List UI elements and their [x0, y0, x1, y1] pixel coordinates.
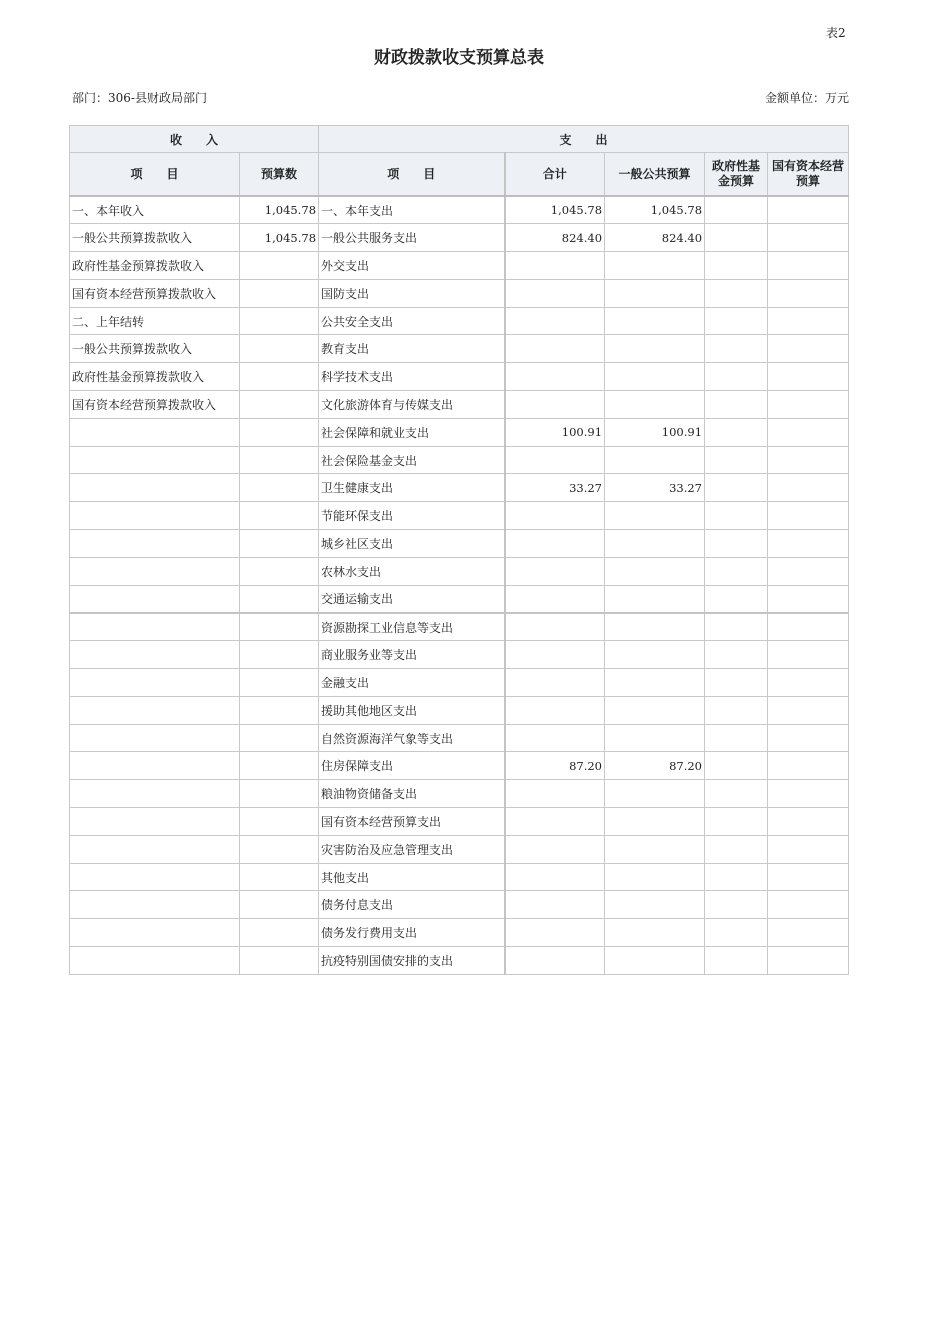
- income-item-cell: 一般公共预算拨款收入: [70, 224, 240, 252]
- total-cell: [505, 724, 605, 752]
- expense-item-cell: 抗疫特别国债安排的支出: [319, 947, 505, 975]
- expense-item-cell: 国防支出: [319, 279, 505, 307]
- table-number: 表2: [826, 26, 846, 40]
- state-capital-cell: [768, 919, 849, 947]
- income-budget-cell: 1,045.78: [240, 196, 319, 224]
- expense-item-cell: 一般公共服务支出: [319, 224, 505, 252]
- income-budget-cell: [240, 530, 319, 558]
- gov-fund-cell: [705, 307, 768, 335]
- income-item-cell: [70, 585, 240, 613]
- gov-fund-cell: [705, 891, 768, 919]
- general-budget-cell: 87.20: [605, 752, 705, 780]
- total-cell: 100.91: [505, 418, 605, 446]
- total-cell: 33.27: [505, 474, 605, 502]
- income-budget-cell: [240, 669, 319, 697]
- table-row: [70, 752, 849, 780]
- income-item-cell: 一般公共预算拨款收入: [70, 335, 240, 363]
- gov-fund-cell: [705, 363, 768, 391]
- total-cell: [505, 696, 605, 724]
- total-cell: [505, 835, 605, 863]
- gov-fund-cell: [705, 724, 768, 752]
- income-budget-cell: [240, 696, 319, 724]
- expense-item-cell: 社会保障和就业支出: [319, 418, 505, 446]
- income-budget-cell: [240, 947, 319, 975]
- table-row: [70, 279, 849, 307]
- table-row: [70, 224, 849, 252]
- table-row: [70, 307, 849, 335]
- gov-fund-cell: [705, 835, 768, 863]
- income-budget-cell: [240, 252, 319, 280]
- state-capital-cell: [768, 752, 849, 780]
- income-budget-cell: [240, 724, 319, 752]
- state-capital-cell: [768, 307, 849, 335]
- total-cell: 1,045.78: [505, 196, 605, 224]
- state-capital-cell: [768, 224, 849, 252]
- gov-fund-cell: [705, 196, 768, 224]
- table-row: [70, 835, 849, 863]
- total-cell: [505, 502, 605, 530]
- table-row: [70, 363, 849, 391]
- general-budget-cell: [605, 307, 705, 335]
- expense-item-cell: 教育支出: [319, 335, 505, 363]
- gov-fund-cell: [705, 418, 768, 446]
- table-row: [70, 808, 849, 836]
- income-item-cell: [70, 613, 240, 641]
- table-row: [70, 335, 849, 363]
- general-budget-cell: 33.27: [605, 474, 705, 502]
- total-cell: [505, 391, 605, 419]
- total-cell: [505, 279, 605, 307]
- total-cell: [505, 530, 605, 558]
- expense-header: 支 出: [319, 126, 849, 153]
- income-item-cell: [70, 891, 240, 919]
- state-capital-cell: [768, 613, 849, 641]
- gov-fund-cell: [705, 446, 768, 474]
- general-budget-cell: [605, 808, 705, 836]
- general-budget-cell: [605, 863, 705, 891]
- expense-item-cell: 其他支出: [319, 863, 505, 891]
- table-row: [70, 696, 849, 724]
- general-budget-cell: [605, 835, 705, 863]
- income-item-cell: [70, 641, 240, 669]
- general-budget-cell: [605, 335, 705, 363]
- gov-fund-cell: [705, 391, 768, 419]
- income-budget-cell: [240, 335, 319, 363]
- table-row: [70, 780, 849, 808]
- expense-item-cell: 国有资本经营预算支出: [319, 808, 505, 836]
- general-budget-cell: [605, 696, 705, 724]
- general-budget-cell: [605, 279, 705, 307]
- total-cell: 824.40: [505, 224, 605, 252]
- table-row: [70, 557, 849, 585]
- income-item-cell: 国有资本经营预算拨款收入: [70, 279, 240, 307]
- total-cell: 87.20: [505, 752, 605, 780]
- income-budget-cell: 1,045.78: [240, 224, 319, 252]
- total-cell: [505, 780, 605, 808]
- table-row: [70, 891, 849, 919]
- general-budget-cell: [605, 947, 705, 975]
- expense-item-cell: 援助其他地区支出: [319, 696, 505, 724]
- expense-item-cell: 资源勘探工业信息等支出: [319, 613, 505, 641]
- table-row: [70, 391, 849, 419]
- general-budget-cell: [605, 613, 705, 641]
- gov-fund-cell: [705, 919, 768, 947]
- total-cell: [505, 446, 605, 474]
- general-budget-cell: [605, 891, 705, 919]
- expense-item-cell: 自然资源海洋气象等支出: [319, 724, 505, 752]
- expense-item-cell: 科学技术支出: [319, 363, 505, 391]
- general-budget-header: 一般公共预算: [605, 153, 705, 197]
- gov-fund-cell: [705, 669, 768, 697]
- total-cell: [505, 307, 605, 335]
- expense-item-header: 项 目: [319, 153, 505, 197]
- general-budget-cell: 100.91: [605, 418, 705, 446]
- income-budget-cell: [240, 446, 319, 474]
- gov-fund-cell: [705, 224, 768, 252]
- gov-fund-cell: [705, 502, 768, 530]
- income-item-cell: 政府性基金预算拨款收入: [70, 252, 240, 280]
- general-budget-cell: 1,045.78: [605, 196, 705, 224]
- page-title: 财政拨款收支预算总表: [374, 48, 544, 68]
- general-budget-cell: [605, 391, 705, 419]
- table-row: [70, 613, 849, 641]
- income-budget-cell: [240, 307, 319, 335]
- expense-item-cell: 外交支出: [319, 252, 505, 280]
- state-capital-cell: [768, 279, 849, 307]
- table-row: [70, 418, 849, 446]
- gov-fund-cell: [705, 252, 768, 280]
- expense-item-cell: 住房保障支出: [319, 752, 505, 780]
- income-budget-cell: [240, 585, 319, 613]
- total-cell: [505, 557, 605, 585]
- expense-item-cell: 卫生健康支出: [319, 474, 505, 502]
- table-row: [70, 947, 849, 975]
- state-capital-cell: [768, 863, 849, 891]
- income-item-cell: [70, 669, 240, 697]
- total-cell: [505, 585, 605, 613]
- income-budget-cell: [240, 835, 319, 863]
- income-item-cell: [70, 808, 240, 836]
- state-capital-cell: [768, 724, 849, 752]
- general-budget-cell: [605, 502, 705, 530]
- state-capital-cell: [768, 947, 849, 975]
- table-row: [70, 585, 849, 613]
- table-row: [70, 196, 849, 224]
- table-body: [70, 196, 849, 974]
- income-item-cell: [70, 947, 240, 975]
- state-capital-cell: [768, 557, 849, 585]
- state-capital-header: 国有资本经营预算: [768, 153, 849, 197]
- expense-item-cell: 交通运输支出: [319, 585, 505, 613]
- total-cell: [505, 919, 605, 947]
- state-capital-cell: [768, 502, 849, 530]
- total-cell: [505, 335, 605, 363]
- total-cell: [505, 363, 605, 391]
- gov-fund-cell: [705, 752, 768, 780]
- total-cell: [505, 641, 605, 669]
- income-item-cell: [70, 752, 240, 780]
- income-item-cell: [70, 530, 240, 558]
- table-row: [70, 446, 849, 474]
- gov-fund-cell: [705, 530, 768, 558]
- income-budget-header: 预算数: [240, 153, 319, 197]
- total-cell: [505, 891, 605, 919]
- total-cell: [505, 613, 605, 641]
- expense-item-cell: 社会保险基金支出: [319, 446, 505, 474]
- expense-item-cell: 商业服务业等支出: [319, 641, 505, 669]
- income-budget-cell: [240, 641, 319, 669]
- income-budget-cell: [240, 613, 319, 641]
- income-budget-cell: [240, 363, 319, 391]
- state-capital-cell: [768, 252, 849, 280]
- state-capital-cell: [768, 696, 849, 724]
- income-item-cell: 政府性基金预算拨款收入: [70, 363, 240, 391]
- income-item-cell: [70, 557, 240, 585]
- gov-fund-cell: [705, 335, 768, 363]
- state-capital-cell: [768, 446, 849, 474]
- total-cell: [505, 669, 605, 697]
- state-capital-cell: [768, 196, 849, 224]
- general-budget-cell: [605, 669, 705, 697]
- income-item-cell: [70, 919, 240, 947]
- gov-fund-cell: [705, 279, 768, 307]
- table-row: [70, 669, 849, 697]
- income-item-cell: 二、上年结转: [70, 307, 240, 335]
- income-budget-cell: [240, 502, 319, 530]
- department-label: 部门：306-县财政局部门: [72, 91, 207, 105]
- income-budget-cell: [240, 557, 319, 585]
- income-item-cell: [70, 780, 240, 808]
- expense-item-cell: 城乡社区支出: [319, 530, 505, 558]
- income-item-cell: [70, 835, 240, 863]
- expense-item-cell: 节能环保支出: [319, 502, 505, 530]
- total-cell: [505, 947, 605, 975]
- gov-fund-cell: [705, 585, 768, 613]
- table-row: [70, 530, 849, 558]
- gov-fund-cell: [705, 863, 768, 891]
- general-budget-cell: [605, 919, 705, 947]
- general-budget-cell: [605, 585, 705, 613]
- state-capital-cell: [768, 474, 849, 502]
- expense-item-cell: 农林水支出: [319, 557, 505, 585]
- income-item-cell: [70, 474, 240, 502]
- income-item-cell: [70, 418, 240, 446]
- general-budget-cell: [605, 363, 705, 391]
- income-item-header: 项 目: [70, 153, 240, 197]
- gov-fund-cell: [705, 808, 768, 836]
- expense-item-cell: 一、本年支出: [319, 196, 505, 224]
- amount-unit-label: 金额单位：万元: [765, 91, 849, 105]
- table-row: [70, 641, 849, 669]
- state-capital-cell: [768, 530, 849, 558]
- general-budget-cell: [605, 780, 705, 808]
- gov-fund-cell: [705, 641, 768, 669]
- expense-item-cell: 灾害防治及应急管理支出: [319, 835, 505, 863]
- table-row: [70, 724, 849, 752]
- expense-item-cell: 文化旅游体育与传媒支出: [319, 391, 505, 419]
- state-capital-cell: [768, 641, 849, 669]
- state-capital-cell: [768, 585, 849, 613]
- gov-fund-cell: [705, 947, 768, 975]
- state-capital-cell: [768, 835, 849, 863]
- total-cell: [505, 863, 605, 891]
- general-budget-cell: 824.40: [605, 224, 705, 252]
- expense-item-cell: 债务付息支出: [319, 891, 505, 919]
- income-item-cell: [70, 696, 240, 724]
- total-header: 合计: [505, 153, 605, 197]
- general-budget-cell: [605, 530, 705, 558]
- state-capital-cell: [768, 780, 849, 808]
- general-budget-cell: [605, 641, 705, 669]
- state-capital-cell: [768, 335, 849, 363]
- table-row: [70, 919, 849, 947]
- income-budget-cell: [240, 752, 319, 780]
- state-capital-cell: [768, 363, 849, 391]
- total-cell: [505, 808, 605, 836]
- expense-item-cell: 债务发行费用支出: [319, 919, 505, 947]
- income-budget-cell: [240, 863, 319, 891]
- income-item-cell: [70, 863, 240, 891]
- table-row: [70, 252, 849, 280]
- general-budget-cell: [605, 724, 705, 752]
- expense-item-cell: 金融支出: [319, 669, 505, 697]
- income-header: 收 入: [70, 126, 319, 153]
- table-row: [70, 474, 849, 502]
- general-budget-cell: [605, 446, 705, 474]
- state-capital-cell: [768, 808, 849, 836]
- income-budget-cell: [240, 780, 319, 808]
- income-item-cell: [70, 502, 240, 530]
- income-item-cell: 一、本年收入: [70, 196, 240, 224]
- gov-fund-cell: [705, 780, 768, 808]
- table-row: [70, 863, 849, 891]
- gov-fund-cell: [705, 557, 768, 585]
- gov-fund-header: 政府性基金预算: [705, 153, 768, 197]
- income-item-cell: 国有资本经营预算拨款收入: [70, 391, 240, 419]
- gov-fund-cell: [705, 696, 768, 724]
- income-budget-cell: [240, 279, 319, 307]
- state-capital-cell: [768, 418, 849, 446]
- state-capital-cell: [768, 669, 849, 697]
- income-budget-cell: [240, 919, 319, 947]
- income-item-cell: [70, 724, 240, 752]
- expense-item-cell: 粮油物资储备支出: [319, 780, 505, 808]
- table-row: [70, 502, 849, 530]
- income-budget-cell: [240, 391, 319, 419]
- general-budget-cell: [605, 252, 705, 280]
- income-budget-cell: [240, 418, 319, 446]
- income-budget-cell: [240, 891, 319, 919]
- income-budget-cell: [240, 474, 319, 502]
- total-cell: [505, 252, 605, 280]
- state-capital-cell: [768, 891, 849, 919]
- state-capital-cell: [768, 391, 849, 419]
- budget-table: [69, 125, 849, 975]
- general-budget-cell: [605, 557, 705, 585]
- expense-item-cell: 公共安全支出: [319, 307, 505, 335]
- gov-fund-cell: [705, 613, 768, 641]
- income-budget-cell: [240, 808, 319, 836]
- gov-fund-cell: [705, 474, 768, 502]
- income-item-cell: [70, 446, 240, 474]
